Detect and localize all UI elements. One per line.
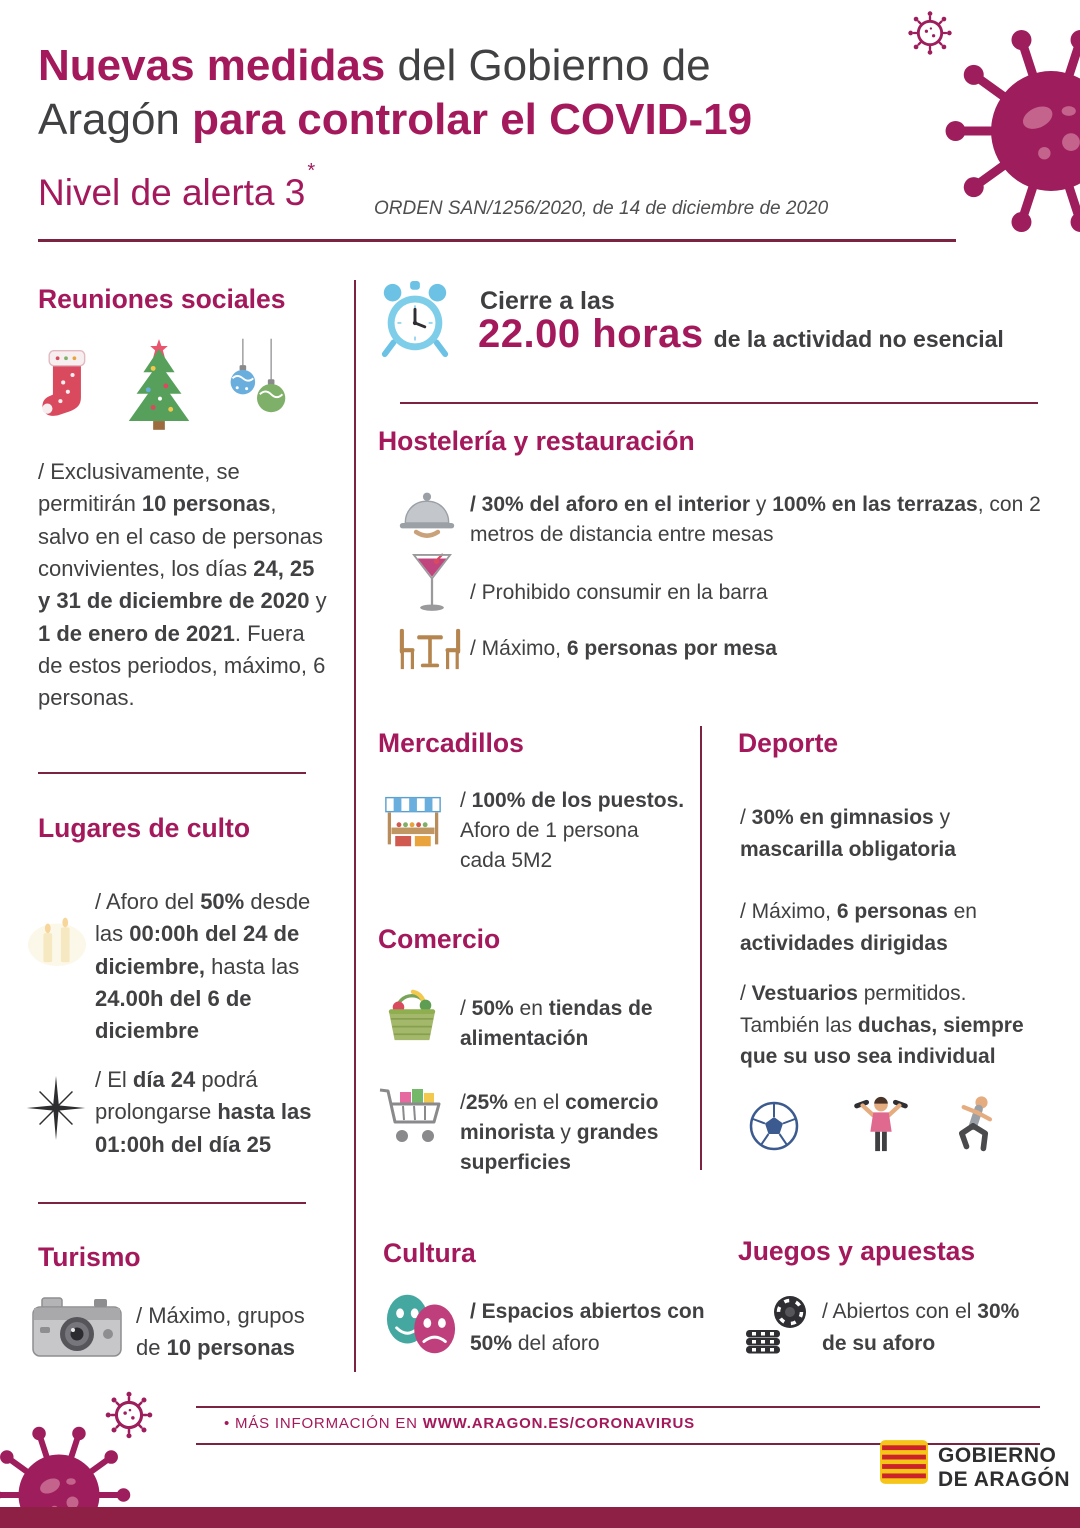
culto-item-2: / El día 24 podrá prolongarse hasta las 01:00h del día 25 — [95, 1067, 312, 1157]
section-title-juegos: Juegos y apuestas — [738, 1236, 976, 1266]
bottom-bar — [0, 1507, 1080, 1528]
christmas-stocking-icon — [38, 347, 94, 431]
christmas-baubles-icon — [224, 336, 290, 431]
deporte-item-3: / Vestuarios permitidos. También las duchas, siempre que su uso sea individual — [740, 982, 1024, 1068]
section-title-hosteleria: Hostelería y restauración — [378, 426, 695, 456]
culto-item-1: / Aforo del 50% desde las 00:00h del 24 de diciembre, hasta las 24.00h del 6 de diciembre — [95, 889, 311, 1044]
section-title-cultura: Cultura — [383, 1238, 476, 1268]
hosteleria-item-2: / Prohibido consumir en la barra — [470, 581, 768, 604]
section-title-comercio: Comercio — [378, 924, 501, 954]
divider — [196, 1406, 1040, 1408]
poker-chips-icon — [744, 1292, 808, 1354]
deporte-item-2: / Máximo, 6 personas en actividades dirigidas — [740, 900, 977, 955]
more-info-text: • MÁS INFORMACIÓN EN WWW.ARAGON.ES/CORONAVIRUS — [224, 1415, 695, 1432]
divider — [38, 772, 306, 774]
camera-icon — [32, 1294, 122, 1358]
cultura-item-1: / Espacios abiertos con 50% del aforo — [470, 1300, 705, 1355]
gobierno-aragon-logo — [938, 1444, 1070, 1491]
hosteleria-item-3: / Máximo, 6 personas por mesa — [470, 637, 777, 660]
alert-asterisk: * — [307, 159, 316, 182]
christmas-icons-row — [38, 336, 290, 431]
divider — [354, 280, 356, 1372]
order-reference: ORDEN SAN/1256/2020, de 14 de diciembre de 2020 — [374, 198, 829, 219]
divider — [38, 1202, 306, 1204]
closing-intro: Cierre a las — [480, 287, 615, 315]
closing-suffix: de la actividad no esencial — [713, 326, 1004, 352]
theater-masks-icon — [384, 1292, 458, 1356]
reuniones-body: / Exclusivamente, se permitirán 10 personas, salvo en el caso de personas convivientes, los días 24, 25 y 31 de diciembre de 2020 y 1 de enero de 2021. Fuera de estos periodos, máximo, 6 personas. — [38, 459, 327, 711]
turismo-item-1: / Máximo, grupos de 10 personas — [136, 1303, 305, 1361]
christmas-tree-icon — [120, 336, 198, 431]
page-title-line2: Aragón para controlar el COVID-19 — [38, 95, 753, 144]
section-title-deporte: Deporte — [738, 728, 839, 758]
soccer-ball-icon — [748, 1100, 800, 1152]
cocktail-icon — [412, 552, 452, 616]
closing-time: 22.00 horas — [478, 312, 704, 356]
runner-icon — [946, 1094, 1002, 1154]
divider — [38, 239, 956, 242]
closing-time-line — [478, 312, 1004, 357]
grocery-basket-icon — [384, 988, 440, 1042]
logo-line1: GOBIERNO — [938, 1444, 1057, 1467]
candles-icon — [26, 906, 88, 970]
comercio-item-1: / 50% en tiendas de alimentación — [460, 997, 653, 1051]
deporte-item-1: / 30% en gimnasios y mascarilla obligatoria — [740, 806, 956, 861]
shopping-cart-icon — [378, 1084, 444, 1148]
weightlifter-icon — [850, 1092, 912, 1154]
alarm-clock-icon — [376, 280, 454, 360]
hosteleria-item-1: / 30% del aforo en el interior y 100% en las terrazas, con 2 metros de distancia entre mesas — [470, 493, 1041, 547]
sparkle-star-icon — [24, 1076, 88, 1140]
section-title-turismo: Turismo — [38, 1242, 141, 1272]
table-chairs-icon — [398, 626, 462, 672]
comercio-item-2: /25% en el comercio minorista y grandes superficies — [460, 1091, 659, 1175]
aragon-flag-icon — [880, 1440, 928, 1484]
juegos-item-1: / Abiertos con el 30% de su aforo — [822, 1300, 1020, 1355]
mercadillos-item-1: / 100% de los puestos. Aforo de 1 persona cada 5M2 — [460, 789, 685, 873]
alert-level — [38, 159, 316, 214]
page-title-line1: Nuevas medidas del Gobierno de — [38, 41, 711, 90]
logo-line2: DE ARAGÓN — [938, 1467, 1071, 1491]
section-title-reuniones: Reuniones sociales — [38, 284, 286, 314]
coronavirus-icon — [940, 20, 1080, 242]
market-stall-icon — [384, 792, 442, 850]
divider — [700, 726, 702, 1170]
alert-level-text: Nivel de alerta 3 — [38, 172, 306, 213]
section-title-mercadillos: Mercadillos — [378, 728, 524, 758]
serving-dish-icon — [398, 486, 456, 540]
section-title-culto: Lugares de culto — [38, 813, 251, 843]
divider — [400, 402, 1038, 404]
